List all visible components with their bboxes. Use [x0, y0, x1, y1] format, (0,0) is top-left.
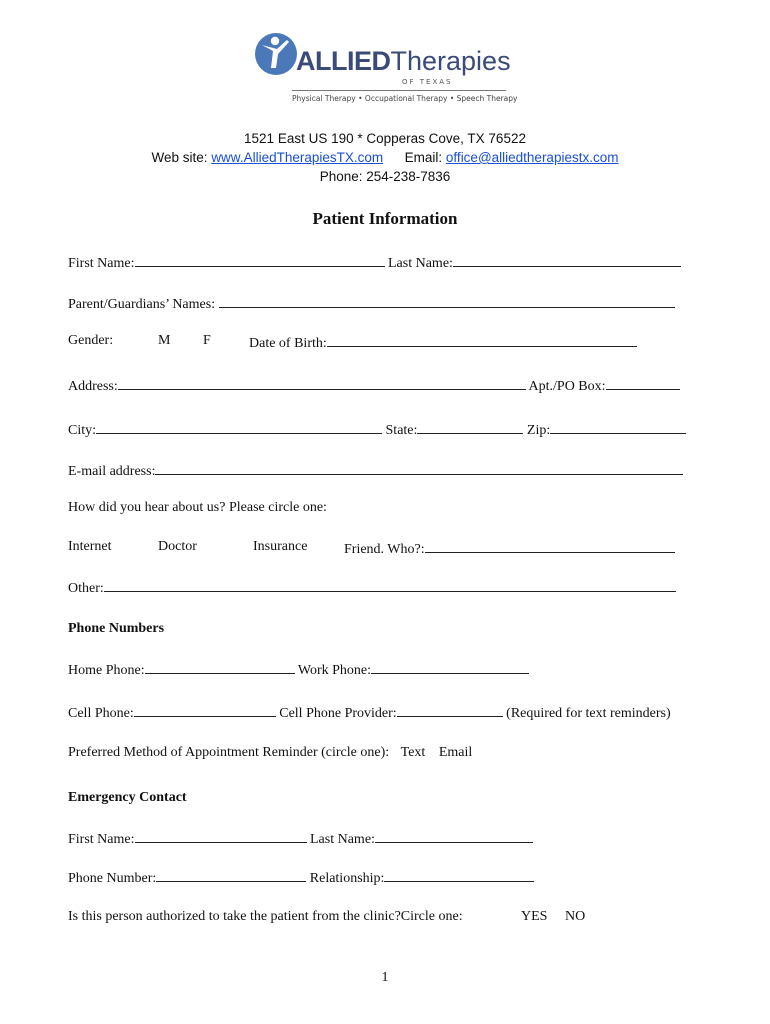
gender-label: Gender:: [68, 333, 114, 348]
option-text[interactable]: Text: [400, 745, 426, 760]
option-internet[interactable]: Internet: [68, 539, 112, 554]
address-row: [68, 375, 680, 396]
authorized-label: Is this person authorized to take the patient from the clinic?Circle one:: [68, 909, 463, 924]
logo-divider: [292, 90, 506, 91]
emergency-last-name-label: Last Name:: [310, 832, 375, 847]
email-label: Email:: [404, 150, 446, 165]
page-title: Patient Information: [312, 209, 458, 228]
logo-services: Physical Therapy • Occupational Therapy • Speech Therapy: [292, 94, 518, 103]
city-label: City:: [68, 423, 97, 438]
preferred-label: Preferred Method of Appointment Reminder (circle one):: [68, 745, 390, 760]
guardians-row: [68, 293, 675, 314]
relationship-label: Relationship:: [309, 871, 385, 886]
emergency-heading: Emergency Contact: [68, 790, 187, 805]
relationship-field[interactable]: [384, 867, 534, 882]
option-doctor[interactable]: Doctor: [158, 539, 197, 554]
first-name-field[interactable]: [135, 252, 385, 267]
city-field[interactable]: [96, 419, 382, 434]
state-field[interactable]: [417, 419, 523, 434]
other-label: Other:: [68, 581, 104, 596]
dob-label: Date of Birth:: [249, 336, 327, 351]
dob-field[interactable]: [327, 332, 637, 347]
email-link[interactable]: office@alliedtherapiestx.com: [445, 150, 619, 165]
phone-numbers-heading: Phone Numbers: [68, 621, 165, 636]
person-circle-icon: [254, 32, 298, 76]
logo-sub: OF TEXAS: [402, 78, 453, 86]
work-phone-field[interactable]: [371, 659, 529, 674]
guardians-field[interactable]: [219, 293, 675, 308]
home-work-row: [68, 659, 529, 680]
hear-question: How did you hear about us? Please circle one:: [68, 500, 327, 515]
page-number: 1: [381, 970, 389, 985]
logo-brand-light: Therapies: [390, 46, 511, 76]
option-friend[interactable]: Friend. Who?:: [344, 542, 425, 557]
other-row: [68, 577, 676, 598]
hear-options-row: [68, 538, 708, 556]
apt-label: Apt./PO Box:: [528, 379, 606, 394]
city-row: [68, 419, 686, 440]
home-phone-field[interactable]: [145, 659, 295, 674]
apt-field[interactable]: [606, 375, 680, 390]
cell-provider-field[interactable]: [397, 702, 503, 717]
work-phone-label: Work Phone:: [297, 663, 372, 678]
authorized-row: [68, 908, 708, 926]
email-row: [68, 460, 683, 481]
email-field[interactable]: [155, 460, 683, 475]
option-email[interactable]: Email: [438, 745, 473, 760]
address-field[interactable]: [118, 375, 526, 390]
zip-field[interactable]: [550, 419, 686, 434]
other-field[interactable]: [104, 577, 676, 592]
contact-line: [0, 148, 770, 167]
home-phone-label: Home Phone:: [68, 663, 145, 678]
gender-row: [68, 332, 327, 351]
option-yes[interactable]: YES: [521, 909, 548, 924]
logo-brand-bold: ALLIED: [296, 46, 391, 76]
state-label: State:: [385, 423, 418, 438]
option-insurance[interactable]: Insurance: [253, 539, 308, 554]
emergency-phone-row: [68, 867, 534, 888]
option-no[interactable]: NO: [565, 909, 586, 924]
email-label: E-mail address:: [68, 464, 156, 479]
emergency-phone-label: Phone Number:: [68, 871, 157, 886]
last-name-field[interactable]: [453, 252, 681, 267]
first-name-label: First Name:: [68, 256, 135, 271]
clinic-phone: Phone: 254-238-7836: [319, 169, 451, 184]
emergency-last-name-field[interactable]: [375, 828, 533, 843]
gender-m-option[interactable]: M: [158, 333, 171, 348]
name-row: [68, 252, 681, 273]
clinic-address: 1521 East US 190 * Copperas Cove, TX 76522: [244, 131, 526, 146]
emergency-first-name-label: First Name:: [68, 832, 135, 847]
logo: [252, 32, 518, 108]
emergency-name-row: [68, 828, 533, 849]
address-label: Address:: [68, 379, 118, 394]
cell-phone-field[interactable]: [134, 702, 276, 717]
preferred-row: [68, 744, 472, 762]
cell-row: [68, 702, 671, 723]
cell-provider-label: Cell Phone Provider:: [279, 706, 397, 721]
zip-label: Zip:: [526, 423, 551, 438]
website-label: Web site:: [151, 150, 212, 165]
emergency-phone-field[interactable]: [156, 867, 306, 882]
website-link[interactable]: www.AlliedTherapiesTX.com: [211, 150, 384, 165]
friend-who-field[interactable]: [425, 538, 675, 553]
emergency-first-name-field[interactable]: [135, 828, 307, 843]
last-name-label: Last Name:: [388, 256, 453, 271]
cell-phone-label: Cell Phone:: [68, 706, 134, 721]
gender-f-option[interactable]: F: [203, 333, 211, 348]
required-note: (Required for text reminders): [506, 706, 671, 721]
guardians-label: Parent/Guardians’ Names:: [68, 297, 216, 312]
